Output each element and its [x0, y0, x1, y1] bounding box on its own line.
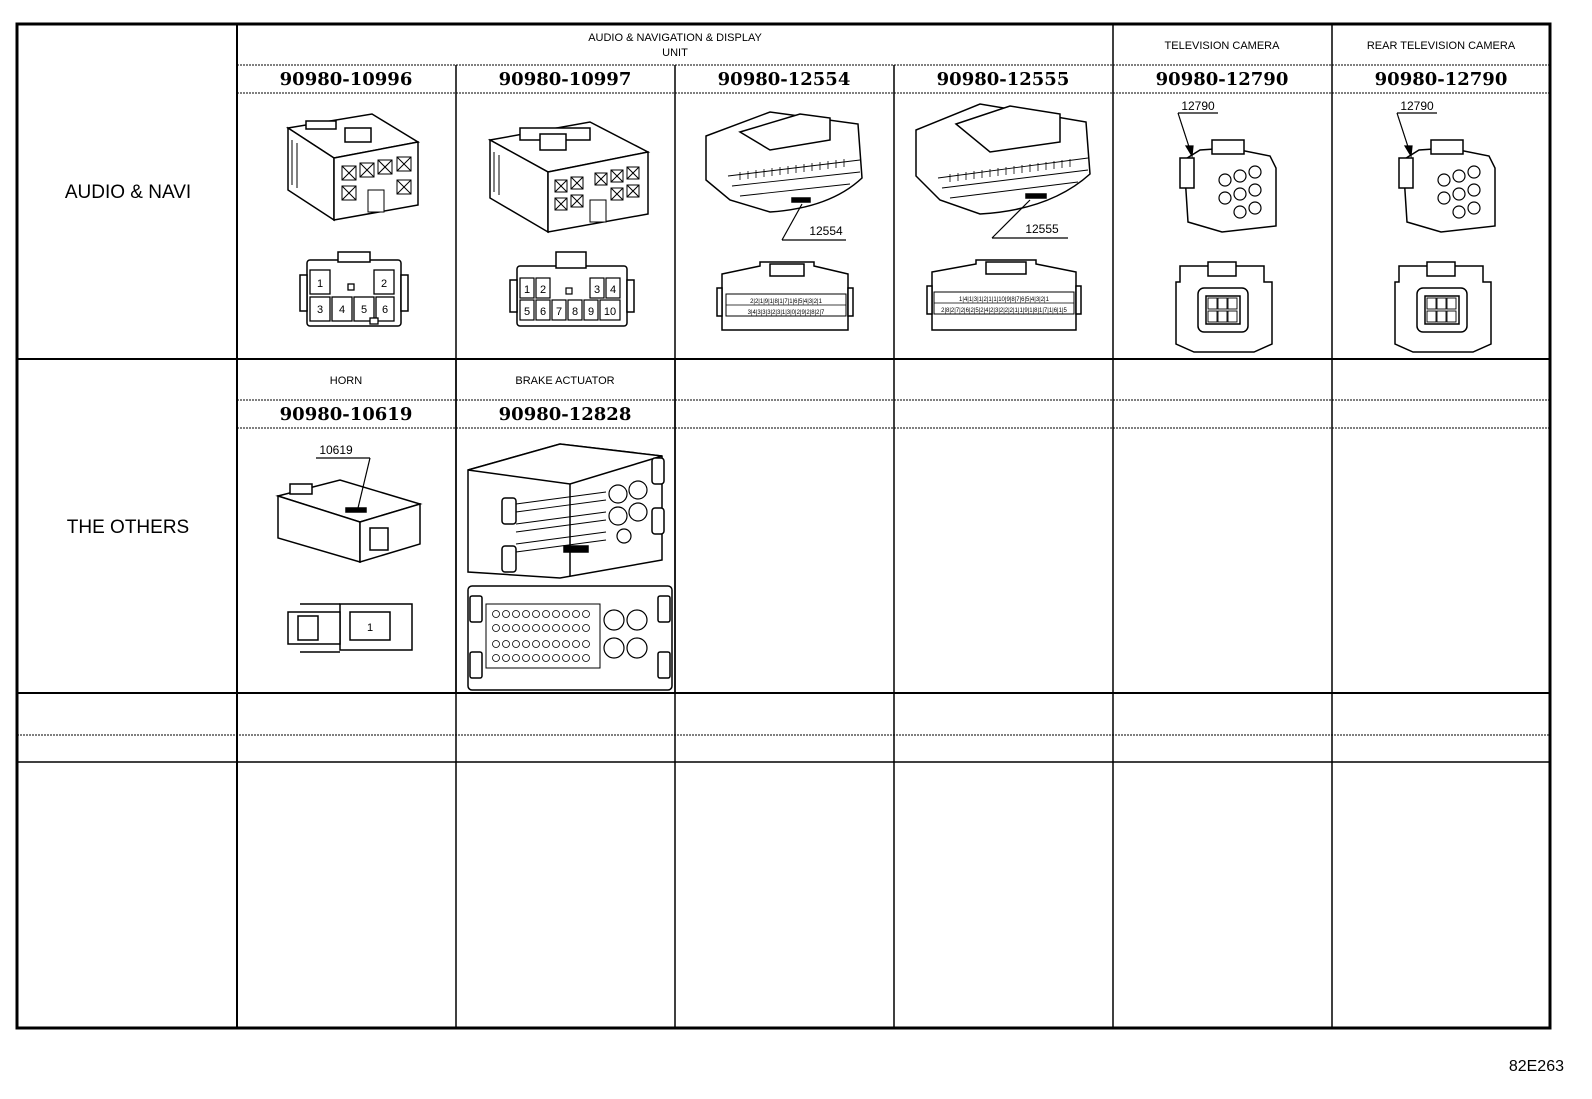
section-label-audio-navi: AUDIO & NAVI [64, 182, 192, 203]
callout-label-12555: 12555 [1025, 222, 1059, 236]
callout-label-10619: 10619 [319, 443, 353, 457]
pin-label: 7 [555, 306, 563, 318]
connector-10996-isometric-drawing [288, 114, 418, 220]
connector-12555-isometric-drawing [916, 104, 1090, 214]
pin-label: 10 [603, 306, 617, 318]
part-number-90980-12555: 90980-12555 [936, 69, 1070, 90]
pin-label: 3 [593, 284, 601, 296]
connector-12828-face-view [468, 586, 672, 690]
pin-label: 1 [366, 622, 374, 634]
pin-label: 4 [338, 304, 346, 316]
connector-10619-face-view [288, 604, 412, 652]
connector-12554-isometric-drawing [706, 112, 862, 212]
connector-12790-tv-face-view [1176, 262, 1272, 352]
section-label-the-others: THE OTHERS [66, 517, 190, 538]
pin-row-label: 2|2|1|9|1|8|1|7|1|6|5|4|3|2|1 [750, 299, 822, 305]
part-number-90980-12790-rear: 90980-12790 [1374, 69, 1508, 90]
connector-10997-isometric-drawing [490, 122, 648, 232]
category-header-rear-television-camera: REAR TELEVISION CAMERA [1366, 40, 1516, 52]
category-header-audio-nav-display-line1: AUDIO & NAVIGATION & DISPLAY [588, 32, 762, 44]
callout-label-12790-tv: 12790 [1181, 99, 1215, 113]
connector-12555-face-view [927, 260, 1081, 330]
callout-label-12790-rear: 12790 [1400, 99, 1434, 113]
part-number-90980-10619: 90980-10619 [279, 404, 413, 425]
pin-label: 5 [523, 306, 531, 318]
category-header-horn: HORN [329, 375, 363, 387]
pin-row-label: 2|8|2|7|2|6|2|5|2|4|2|3|2|2|2|1|1|9|1|8|1|7|1|6|1|5 [941, 308, 1067, 314]
part-number-90980-12790-tv: 90980-12790 [1155, 69, 1289, 90]
connector-12554-face-view [717, 262, 853, 330]
part-number-90980-10996: 90980-10996 [279, 69, 413, 90]
pin-label: 4 [609, 284, 617, 296]
connector-12790-rear-face-view [1395, 262, 1491, 352]
pin-label: 1 [523, 284, 531, 296]
pin-label: 3 [316, 304, 324, 316]
connector-12828-isometric-drawing [468, 444, 664, 578]
figure-code: 82E263 [1508, 1058, 1564, 1075]
connector-12790-tv-isometric-drawing [1180, 140, 1276, 232]
pin-label: 2 [539, 284, 547, 296]
callout-label-12554: 12554 [809, 224, 843, 238]
pin-label: 1 [316, 278, 324, 290]
connector-10619-isometric-drawing [278, 480, 420, 562]
part-number-90980-10997: 90980-10997 [498, 69, 632, 90]
pin-label: 9 [587, 306, 595, 318]
pin-label: 6 [381, 304, 389, 316]
category-header-television-camera: TELEVISION CAMERA [1164, 40, 1280, 52]
category-header-brake-actuator: BRAKE ACTUATOR [515, 375, 615, 387]
pin-label: 5 [360, 304, 368, 316]
category-header-audio-nav-display-line2: UNIT [662, 47, 688, 59]
pin-row-label: 3|4|3|3|3|2|3|1|3|0|2|9|2|8|2|7 [747, 310, 825, 316]
connector-12790-rear-isometric-drawing [1399, 140, 1495, 232]
pin-label: 8 [571, 306, 579, 318]
pin-row-label: 1|4|1|3|1|2|1|1|10|9|8|7|6|5|4|3|2|1 [959, 297, 1049, 303]
part-number-90980-12554: 90980-12554 [717, 69, 851, 90]
pin-label: 6 [539, 306, 547, 318]
pin-label: 2 [380, 278, 388, 290]
part-number-90980-12828: 90980-12828 [498, 404, 632, 425]
